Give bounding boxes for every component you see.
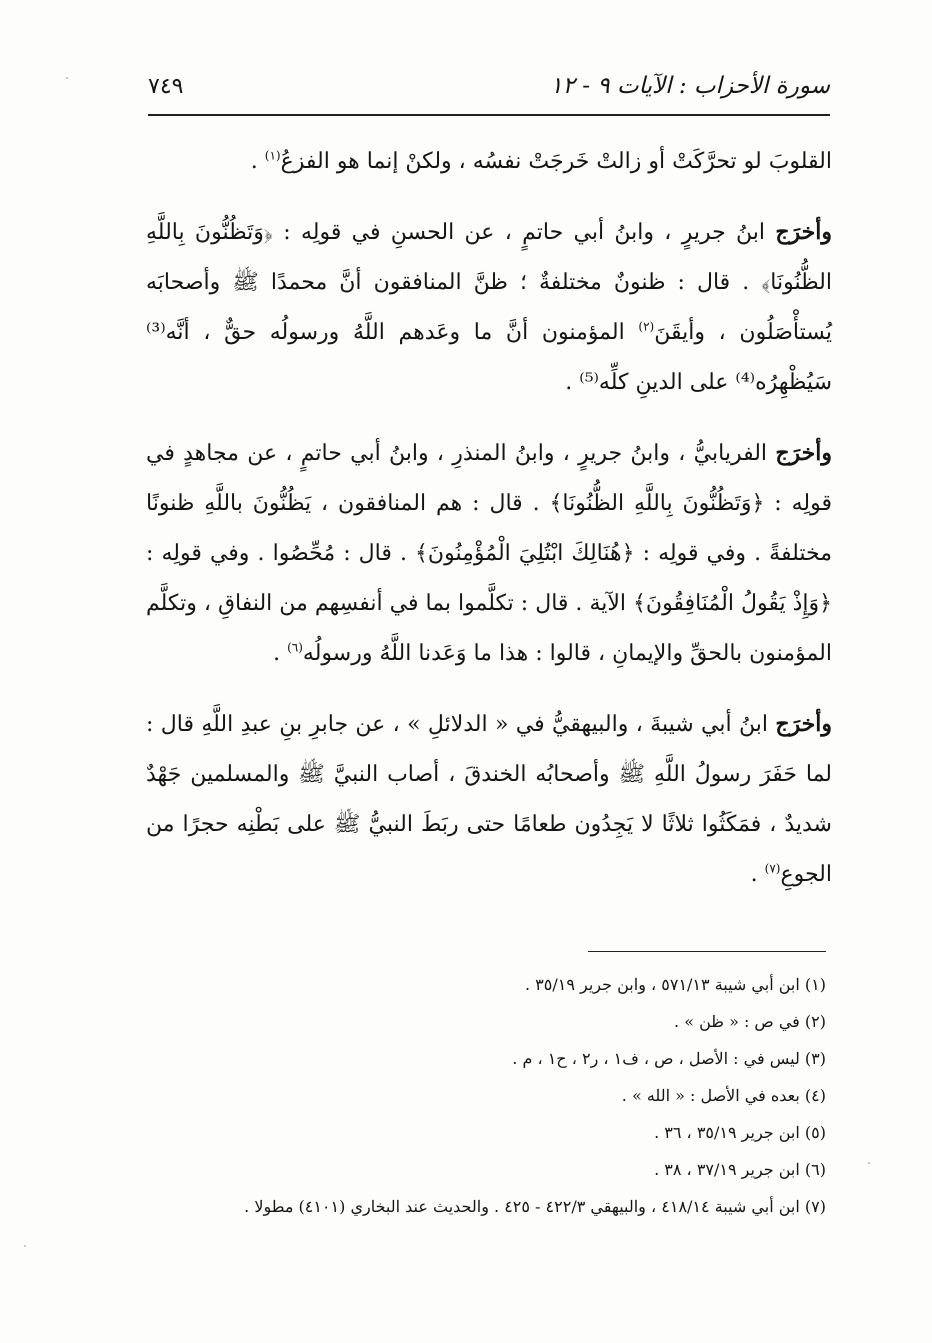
paragraph-text: ابنُ أبي شيبةَ ، والبيهقيُّ في « الدلائلِ » ، عن جابرِ بنِ عبدِ اللَّهِ قال : لما حَفَرَ رسولُ اللَّهِ ﷺ وأصحابُه الخندقَ ، أصاب النبيَّ ﷺ والمسلمين جَهْدٌ شديدٌ ، فمَكَثُوا ثلاثًا لا يَجِدُون طعامًا حتى ربَطَ النبيُّ ﷺ على بَطْنِه حجرًا من الجوعِ bbox=[146, 712, 832, 887]
paragraph-tail: . bbox=[750, 862, 765, 887]
header-rule bbox=[148, 114, 830, 116]
footnote: (٤) بعده في الأصل : « الله » . bbox=[621, 1086, 826, 1105]
paragraph bbox=[146, 699, 832, 900]
paragraph-text: القلوبَ لو تحرَّكَتْ أو زالتْ خَرجَتْ نفسُه ، ولكنْ إنما هو الفزعُ bbox=[280, 149, 832, 174]
paragraph bbox=[146, 207, 832, 408]
footnote: (٢) في ص : « ظن » . bbox=[674, 1012, 826, 1031]
scan-speck bbox=[868, 1162, 870, 1164]
footnote-ref: (٢) bbox=[638, 319, 655, 334]
paragraph bbox=[146, 428, 832, 679]
footnote-rule bbox=[588, 951, 826, 952]
page-header bbox=[148, 64, 830, 108]
paragraph-lead: وأخرَج bbox=[775, 219, 832, 245]
paragraph-text: الفريابيُّ ، وابنُ جريرٍ ، وابنُ المنذرِ ، وابنُ أبي حاتمٍ ، عن مجاهدٍ في قولِه : ﴿وَتَظُنُّونَ بِاللَّهِ الظُّنُونَا﴾ . قال : هم المنافقون ، يَظُنُّونَ باللَّهِ ظنونًا مختلفةً . وفي قولِه : ﴿هُنَالِكَ ابْتُلِيَ الْمُؤْمِنُونَ﴾ . قال : مُحِّصُوا . وفي قولِه : ﴿وَإِذْ يَقُولُ الْمُنَافِقُونَ﴾ الآية . قال : تكلَّموا بما في أنفسِهم من النفاقِ ، وتكلَّم المؤمنون بالحقِّ والإيمانِ ، قالوا : هذا ما وَعَدنا اللَّهُ ورسولُه bbox=[146, 441, 832, 666]
paragraph-tail: . bbox=[273, 641, 288, 666]
footnote: (١) ابن أبي شيبة ٥٧١/١٣ ، وابن جرير ٣٥/١٩ . bbox=[525, 975, 826, 994]
footnote: (٧) ابن أبي شيبة ٤١٨/١٤ ، والبيهقي ٤٢٢/٣ - ٤٢٥ . والحديث عند البخاري (٤١٠١) مطولا . bbox=[244, 1197, 826, 1216]
footnote-ref: (٧) bbox=[764, 861, 781, 876]
footnote-ref: (١) bbox=[264, 148, 281, 163]
paragraph-text: ابنُ جريرٍ ، وابنُ أبي حاتمٍ ، عن الحسنِ في قولِه : ﴿وَتَظُنُّونَ بِاللَّهِ الظُّنُونَا﴾ . قال : ظنونٌ مختلفةٌ ؛ ظنَّ المنافقون أنَّ محمدًا ﷺ وأصحابَه يُستأْصَلُون ، وأيقَنَ bbox=[146, 220, 833, 345]
footnote-ref: (٦) bbox=[287, 640, 303, 655]
footnotes bbox=[146, 966, 826, 1225]
paragraph-tail: . bbox=[250, 149, 265, 174]
scan-speck bbox=[24, 1245, 26, 1247]
scan-speck bbox=[66, 77, 68, 79]
running-title: سورة الأحزاب : الآيات ٩ - ١٢ bbox=[550, 73, 830, 99]
footnote: (٦) ابن جرير ٣٧/١٩ ، ٣٨ . bbox=[654, 1160, 826, 1179]
paragraph-lead: وأخرَج bbox=[775, 440, 832, 466]
footnote: (٣) ليس في : الأصل ، ص ، ف١ ، ر٢ ، ح١ ، م . bbox=[512, 1049, 826, 1068]
paragraph-tail: المؤمنون أنَّ ما وعَدهم اللَّهُ ورسولُه حقٌّ ، أنَّه⁽³⁾ سَيُظْهِرُه⁽⁴⁾ على الدينِ كلِّه⁽⁵⁾ . bbox=[146, 320, 832, 395]
footnote: (٥) ابن جرير ٣٥/١٩ ، ٣٦ . bbox=[654, 1123, 826, 1142]
paragraph-lead: وأخرَج bbox=[775, 711, 832, 737]
page-number: ٧٤٩ bbox=[148, 73, 184, 99]
main-text bbox=[146, 136, 832, 920]
paragraph bbox=[146, 136, 832, 187]
